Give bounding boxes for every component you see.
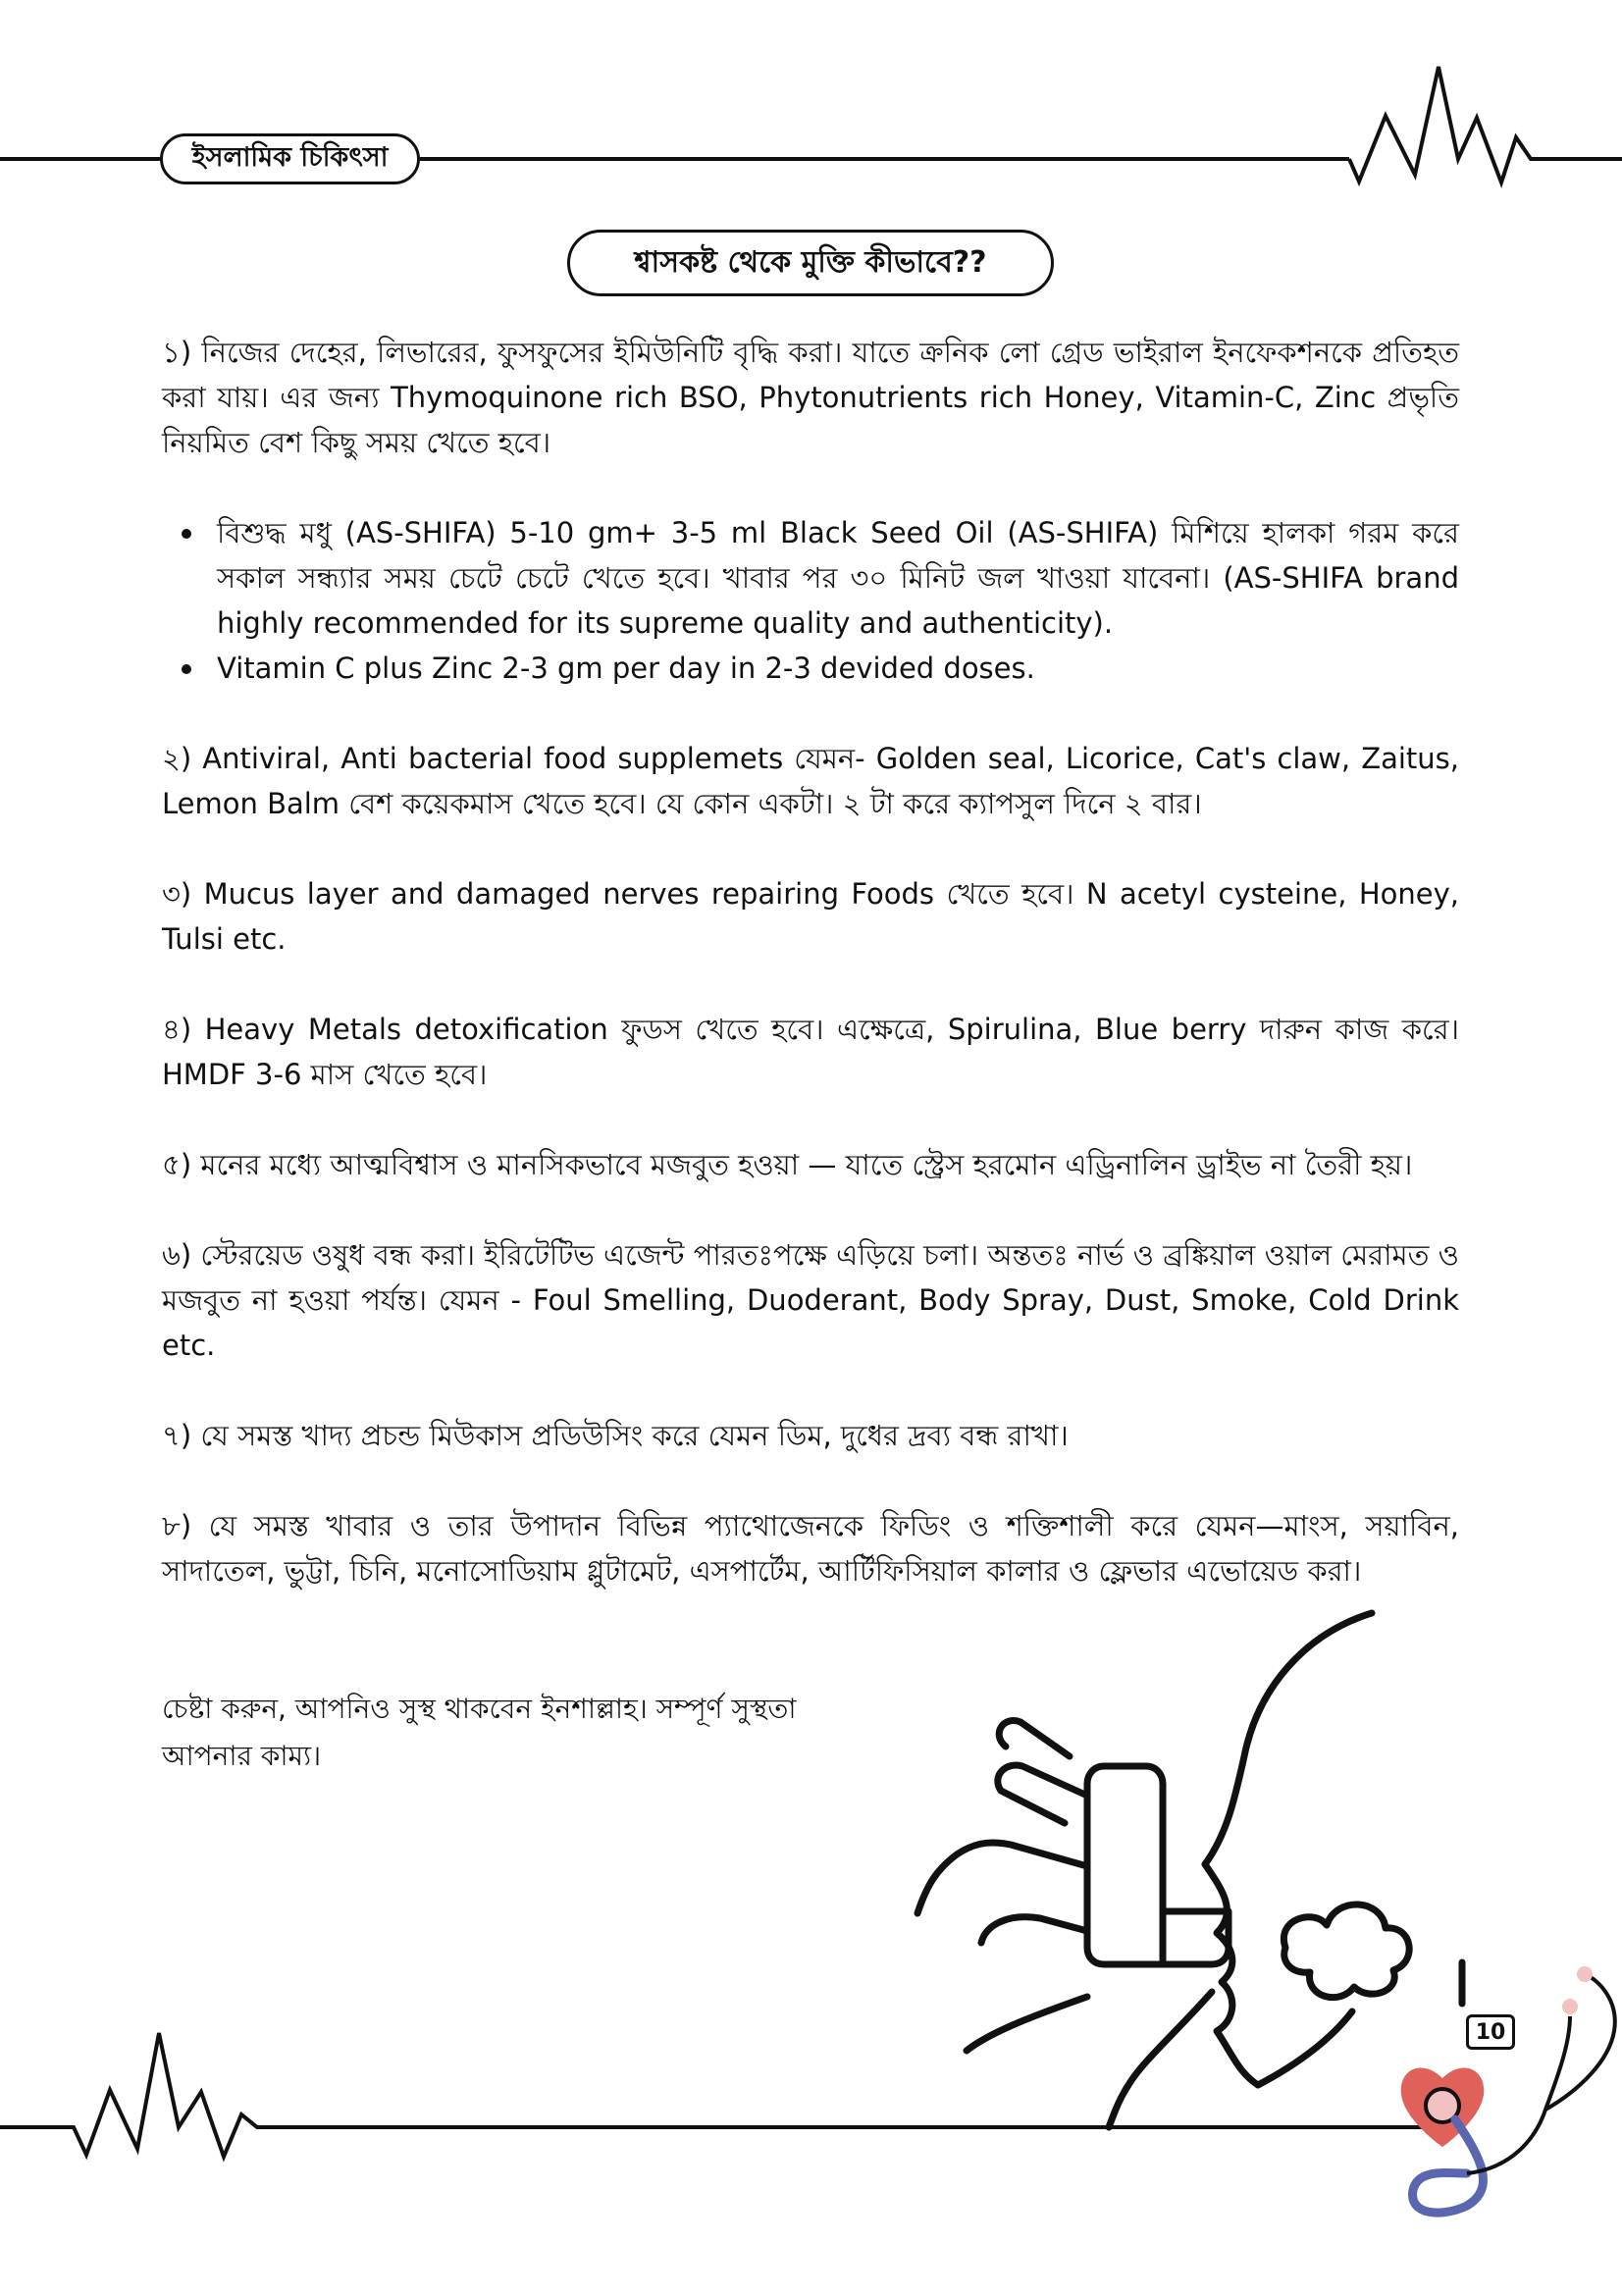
recipe-list (162, 510, 1459, 691)
stethoscope-heart-icon (1401, 1966, 1615, 2213)
page-title-text: শ্বাসকষ্ট থেকে মুক্তি কীভাবে?? (634, 244, 987, 280)
article-body (162, 330, 1459, 1639)
paragraph-8: ৮) যে সমস্ত খাবার ও তার উপাদান বিভিন্ন প্যাথোজেনকে ফিডিং ও শক্তিশালী করে যেমন—মাংস, সয়াবিন, সাদাতেল, ভুট্টা, চিনি, মনোসোডিয়াম গ্লুটামেট, এসপার্টেম, আর্টিফিসিয়াল কালার ও ফ্লেভার এভোয়েড করা। (162, 1509, 1459, 1588)
closing-line-1: চেষ্টা করুন, আপনিও সুস্থ থাকবেন ইনশাল্লাহ। সম্পূর্ণ সুস্থতা (162, 1693, 797, 1725)
list-item-text: Vitamin C plus Zinc 2-3 gm per day in 2-3 devided doses. (217, 652, 1035, 685)
paragraph-4: ৪) Heavy Metals detoxification ফুডস খেতে হবে। এক্ষেত্রে, Spirulina, Blue berry দারুন কাজ করে। HMDF 3-6 মাস খেতে হবে। (162, 1013, 1459, 1091)
bullet-icon (182, 664, 191, 674)
paragraph-6: ৬) স্টেরয়েড ওষুধ বন্ধ করা। ইরিটেটিভ এজেন্ট পারতঃপক্ষে এড়িয়ে চলা। অন্ততঃ নার্ভ ও ব্রঙ্কিয়াল ওয়াল মেরামত ও মজবুত না হওয়া পর্যন্ত। যেমন - Foul Smelling, Duoderant, Body Spray, Dust, Smoke, Cold Drink etc. (162, 1238, 1459, 1362)
header-tag-label: ইসলামিক চিকিৎসা (191, 141, 389, 173)
closing-note (162, 1686, 849, 1780)
header-tag (160, 133, 420, 184)
page-title (567, 230, 1054, 296)
closing-line-2: আপনার কাম্য। (162, 1740, 322, 1772)
paragraph-2: ২) Antiviral, Anti bacterial food supplemets যেমন- Golden seal, Licorice, Cat's claw, Zaitus, Lemon Balm বেশ কয়েকমাস খেতে হবে। যে কোন একটা। ২ টা করে ক্যাপসুল দিনে ২ বার। (162, 742, 1459, 820)
page-number-text: 10 (1475, 2019, 1506, 2045)
list-item (217, 510, 1459, 646)
paragraph-1: ১) নিজের দেহের, লিভারের, ফুসফুসের ইমিউনিটি বৃদ্ধি করা। যাতে ক্রনিক লো গ্রেড ভাইরাল ইনফেকশনকে প্রতিহত করা যায়। এর জন্য Thymoquinone rich BSO, Phytonutrients rich Honey, Vitamin-C, Zinc প্রভৃতি নিয়মিত বেশ কিছু সময় খেতে হবে। (162, 336, 1459, 459)
inhaler-face-icon (917, 1613, 1462, 2127)
paragraph-7: ৭) যে সমস্ত খাদ্য প্রচন্ড মিউকাস প্রডিউসিং করে যেমন ডিম, দুধের দ্রব্য বন্ধ রাখা। (162, 1419, 1069, 1452)
list-item-text: বিশুদ্ধ মধু (AS-SHIFA) 5-10 gm+ 3-5 ml Black Seed Oil (AS-SHIFA) মিশিয়ে হালকা গরম করে সকাল সন্ধ্যার সময় চেটে চেটে খেতে হবে। খাবার পর ৩০ মিনিট জল খাওয়া যাবেনা। (AS-SHIFA brand highly recommended for its supreme quality and authenticity). (217, 516, 1459, 640)
paragraph-5: ৫) মনের মধ্যে আত্মবিশ্বাস ও মানসিকভাবে মজবুত হওয়া — যাতে স্ট্রেস হরমোন এড্রিনালিন ড্রাইভ না তৈরী হয়। (162, 1148, 1413, 1181)
bullet-icon (182, 529, 191, 539)
page-number (1466, 2014, 1515, 2050)
paragraph-3: ৩) Mucus layer and damaged nerves repairing Foods খেতে হবে। N acetyl cysteine, Honey, Tulsi etc. (162, 877, 1459, 956)
list-item (217, 646, 1459, 691)
